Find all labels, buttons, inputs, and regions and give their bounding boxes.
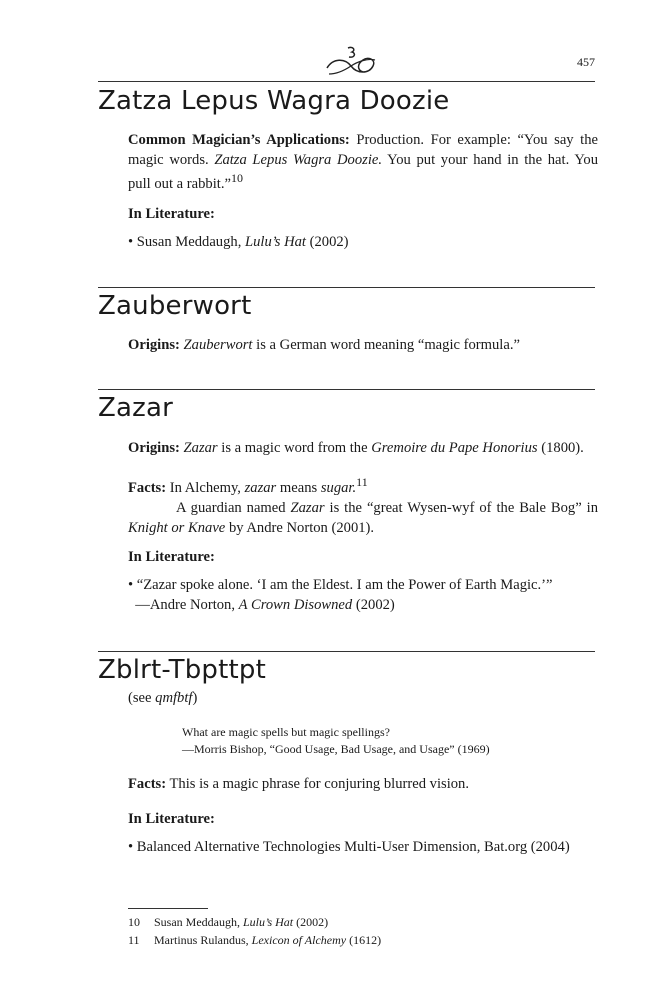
applications-label: Common Magician’s Applications:: [128, 132, 350, 148]
literature-item: • Susan Meddaugh, Lulu’s Hat (2002): [128, 234, 349, 250]
facts-paragraph: Facts: In Alchemy, zazar means sugar.$^{11}$ A guardian named Zazar is the “great Wysen-wyf of the Bale Bog” in Knight or Knave by Andre Norton (2001).: [128, 475, 598, 536]
literature-label: In Literature:: [128, 549, 215, 565]
see-reference: (see qmfbtf): [128, 690, 198, 706]
entry-title: Zblrt-Tbpttpt: [98, 655, 266, 685]
facts-label: Facts:: [128, 776, 167, 792]
applications-paragraph: [128, 130, 598, 194]
entry-title: Zatza Lepus Wagra Doozie: [98, 86, 450, 116]
footnote: 11 Martinus Rulandus, Lexicon of Alchemy (1612): [128, 933, 382, 947]
literature-label: In Literature:: [128, 206, 215, 222]
literature-item: • Balanced Alternative Technologies Multi-User Dimension, Bat.org (2004): [128, 839, 570, 855]
applications-text: You put your hand in the hat. You pull out a rabbit.”: [128, 152, 599, 192]
literature-label: In Literature:: [128, 811, 215, 827]
origins-label: Origins:: [128, 337, 180, 353]
literature-quote: • “Zazar spoke alone. ‘I am the Eldest. I am the Power of Earth Magic.’” —Andre Norton, A Crown Disowned (2002): [128, 577, 553, 613]
entry-rule: [98, 81, 595, 82]
page-number: 457: [577, 55, 595, 69]
origins-paragraph: Origins: Zauberwort is a German word meaning “magic formula.”: [128, 337, 520, 353]
header-ornament-icon: [323, 44, 379, 78]
entry-rule: [98, 287, 595, 288]
footnote-ref: 10: [230, 171, 243, 185]
entry-rule: [98, 651, 595, 652]
facts-label: Facts:: [128, 479, 167, 496]
entry-rule: [98, 389, 595, 390]
applications-text: Production. For example: “You say the magic words.: [128, 132, 598, 168]
entry-title: Zazar: [98, 393, 174, 423]
epigraph: What are magic spells but magic spellings? —Morris Bishop, “Good Usage, Bad Usage, and Usage” (1969): [182, 725, 490, 756]
footnote-ref: 11: [356, 475, 368, 489]
origins-label: Origins:: [128, 440, 180, 456]
origins-paragraph: Origins: Zazar is a magic word from the Gremoire du Pape Honorius (1800).: [128, 440, 584, 456]
magic-phrase: Zatza Lepus Wagra Doozie.: [214, 152, 383, 168]
entry-title: Zauberwort: [98, 291, 252, 321]
footnote-rule: [128, 908, 208, 909]
footnote: 10 Susan Meddaugh, Lulu’s Hat (2002): [128, 915, 329, 929]
facts-paragraph: Facts: This is a magic phrase for conjuring blurred vision.: [128, 776, 469, 792]
